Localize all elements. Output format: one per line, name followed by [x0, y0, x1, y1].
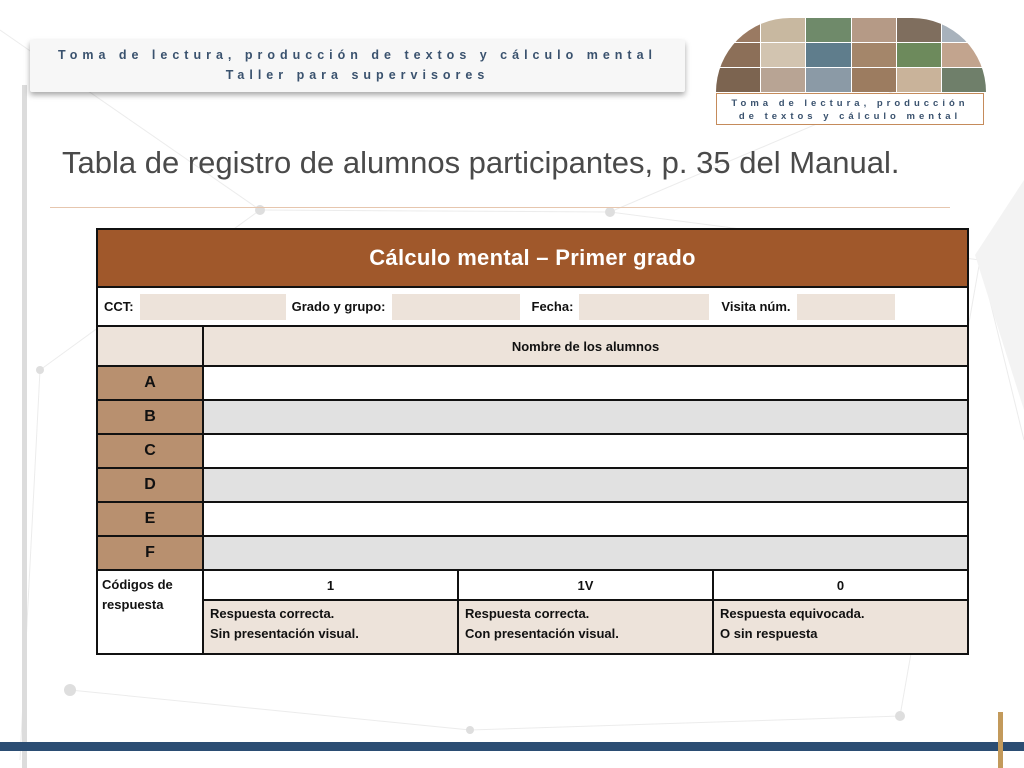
header-banner — [30, 40, 685, 92]
corner-cell — [97, 326, 203, 366]
code-description — [713, 600, 968, 654]
row-letter: F — [97, 536, 203, 570]
banner-subtitle: Taller para supervisores — [225, 68, 490, 82]
student-name-cell[interactable] — [203, 400, 968, 434]
footer-bar — [0, 742, 1024, 751]
visita-label: Visita núm. — [721, 299, 791, 314]
footer-accent-mark — [998, 712, 1003, 768]
cct-field[interactable] — [140, 294, 286, 320]
visita-field[interactable] — [797, 294, 895, 320]
code-description — [203, 600, 458, 654]
row-letter: B — [97, 400, 203, 434]
photo-collage-logo — [716, 18, 986, 92]
fecha-label: Fecha: — [531, 299, 574, 314]
fecha-field[interactable] — [579, 294, 709, 320]
code-description-line: Respuesta equivocada. — [720, 606, 865, 621]
code-value: 1 — [203, 570, 458, 600]
left-decorative-rule — [22, 85, 27, 768]
logo-line-1: Toma de lectura, producción — [731, 98, 969, 109]
logo-line-2: de textos y cálculo mental — [738, 111, 962, 122]
row-letter: A — [97, 366, 203, 400]
code-description-line: Con presentación visual. — [465, 626, 619, 641]
info-row — [97, 287, 968, 326]
code-description-line: O sin respuesta — [720, 626, 818, 641]
grado-grupo-field[interactable] — [392, 294, 520, 320]
code-description-line: Respuesta correcta. — [465, 606, 590, 621]
code-value: 0 — [713, 570, 968, 600]
student-registry-table — [96, 228, 969, 655]
code-description — [458, 600, 713, 654]
grado-grupo-label: Grado y grupo: — [291, 299, 386, 314]
logo-caption — [716, 93, 984, 125]
row-letter: E — [97, 502, 203, 536]
student-name-cell[interactable] — [203, 434, 968, 468]
banner-title: Toma de lectura, producción de textos y cálculo mental — [57, 48, 658, 62]
cct-label: CCT: — [104, 299, 134, 314]
row-letter: C — [97, 434, 203, 468]
code-description-line: Sin presentación visual. — [210, 626, 359, 641]
response-codes-label: Códigos de respuesta — [97, 570, 203, 654]
code-description-line: Respuesta correcta. — [210, 606, 335, 621]
student-name-cell[interactable] — [203, 366, 968, 400]
row-letter: D — [97, 468, 203, 502]
table-title: Cálculo mental – Primer grado — [97, 229, 968, 287]
student-name-cell[interactable] — [203, 468, 968, 502]
names-header: Nombre de los alumnos — [203, 326, 968, 366]
slide-title: Tabla de registro de alumnos participantes, p. 35 del Manual. — [62, 145, 900, 180]
student-name-cell[interactable] — [203, 502, 968, 536]
code-value: 1V — [458, 570, 713, 600]
student-name-cell[interactable] — [203, 536, 968, 570]
title-divider — [50, 207, 950, 208]
